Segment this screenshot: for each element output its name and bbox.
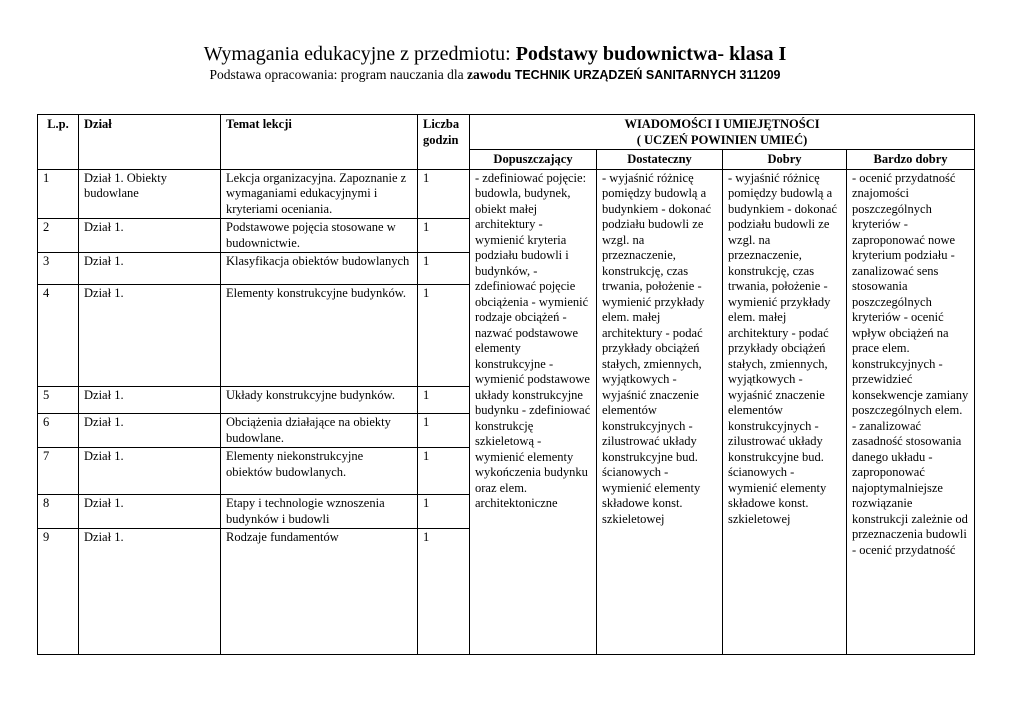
cell-temat: Obciążenia działające na obiekty budowlane. <box>221 414 418 448</box>
cell-godziny: 1 <box>418 253 470 285</box>
cell-temat: Klasyfikacja obiektów budowlanych <box>221 253 418 285</box>
header-lp: L.p. <box>38 115 79 170</box>
subtitle-prefix: Podstawa opracowania: program nauczania dla <box>209 67 468 82</box>
cell-dzial: Dział 1. <box>79 387 221 414</box>
cell-lp: 3 <box>38 253 79 285</box>
cell-lp: 4 <box>38 285 79 387</box>
subtitle-dla: zawodu <box>467 67 512 82</box>
cell-lp: 5 <box>38 387 79 414</box>
header-dostateczny: Dostateczny <box>597 150 723 170</box>
cell-dostateczny: - wyjaśnić różnicę pomiędzy budowlą a budynkiem - dokonać podziału budowli ze wzgl. na przeznaczenie, konstrukcję, czas trwania, położenie - wymienić przykłady elem. małej architektury - podać przykłady obciążeń stałych, zmiennych, wyjątkowych - wyjaśnić znaczenie elementów konstrukcyjnych - zilustrować układy konstrukcyjne bud. ścianowych - wymienić elementy składowe konst. szkieletowej <box>597 169 723 655</box>
header-wiadomosci-group <box>470 115 975 150</box>
cell-temat: Podstawowe pojęcia stosowane w budownictwie. <box>221 219 418 253</box>
cell-dzial: Dział 1. <box>79 414 221 448</box>
header-dzial: Dział <box>79 115 221 170</box>
cell-godziny: 1 <box>418 495 470 529</box>
cell-dzial: Dział 1. <box>79 529 221 655</box>
header-group-line2: ( UCZEŃ POWINIEN UMIEĆ) <box>636 132 808 147</box>
cell-temat: Lekcja organizacyjna. Zapoznanie z wymaganiami edukacyjnymi i kryteriami oceniania. <box>221 169 418 219</box>
cell-dzial: Dział 1. <box>79 285 221 387</box>
page-title <box>0 42 990 66</box>
table-row <box>38 169 975 219</box>
title-subject: Podstawy budownictwa- klasa I <box>515 43 787 65</box>
cell-godziny: 1 <box>418 285 470 387</box>
cell-temat: Układy konstrukcyjne budynków. <box>221 387 418 414</box>
cell-godziny: 1 <box>418 169 470 219</box>
cell-lp: 8 <box>38 495 79 529</box>
cell-lp: 9 <box>38 529 79 655</box>
cell-godziny: 1 <box>418 414 470 448</box>
header-row-top <box>38 115 975 150</box>
title-prefix: Wymagania edukacyjne z przedmiotu: <box>203 43 516 65</box>
header-liczba-godzin: Liczba godzin <box>418 115 470 170</box>
requirements-table <box>37 114 975 655</box>
cell-dzial: Dział 1. <box>79 448 221 495</box>
cell-godziny: 1 <box>418 448 470 495</box>
cell-dzial: Dział 1. <box>79 495 221 529</box>
cell-temat: Elementy niekonstrukcyjne obiektów budowlanych. <box>221 448 418 495</box>
cell-dzial: Dział 1. <box>79 219 221 253</box>
cell-lp: 1 <box>38 169 79 219</box>
header-temat: Temat lekcji <box>221 115 418 170</box>
cell-dzial: Dział 1. <box>79 253 221 285</box>
page-subtitle <box>0 66 990 84</box>
cell-dzial: Dział 1. Obiekty budowlane <box>79 169 221 219</box>
cell-temat: Elementy konstrukcyjne budynków. <box>221 285 418 387</box>
header-bardzo-dobry: Bardzo dobry <box>847 150 975 170</box>
subtitle-profession: TECHNIK URZĄDZEŃ SANITARNYCH 311209 <box>514 68 781 82</box>
header-dopuszczajacy: Dopuszczający <box>470 150 597 170</box>
cell-godziny: 1 <box>418 387 470 414</box>
cell-dobry: - wyjaśnić różnicę pomiędzy budowlą a budynkiem - dokonać podziału budowli ze wzgl. na przeznaczenie, konstrukcję, czas trwania, położenie - wymienić przykłady elem. małej architektury - podać przykłady obciążeń stałych, zmiennych, wyjątkowych - wyjaśnić znaczenie elementów konstrukcyjnych - zilustrować układy konstrukcyjne bud. ścianowych - wymienić elementy składowe konst. szkieletowej <box>723 169 847 655</box>
cell-temat: Etapy i technologie wznoszenia budynków i budowli <box>221 495 418 529</box>
cell-lp: 7 <box>38 448 79 495</box>
cell-dopuszczajacy: - zdefiniować pojęcie: budowla, budynek, obiekt małej architektury - wymienić kryteria podziału budowli i budynków, - zdefiniować pojęcie obciążenia - wymienić rodzaje obciążeń - nazwać podstawowe elementy konstrukcyjne - wymienić podstawowe układy konstrukcyjne budynku - zdefiniować konstrukcję szkieletową - wymienić elementy wykończenia budynku oraz elem. architektoniczne <box>470 169 597 655</box>
cell-lp: 2 <box>38 219 79 253</box>
header-group-line1: WIADOMOŚCI I UMIEJĘTNOŚCI <box>624 117 820 131</box>
cell-lp: 6 <box>38 414 79 448</box>
cell-temat: Rodzaje fundamentów <box>221 529 418 655</box>
header-dobry: Dobry <box>723 150 847 170</box>
cell-godziny: 1 <box>418 219 470 253</box>
cell-godziny: 1 <box>418 529 470 655</box>
cell-bardzo-dobry: - ocenić przydatność znajomości poszczególnych kryteriów - zaproponować nowe kryterium podziału - zanalizować sens stosowania poszczególnych kryteriów - ocenić wpływ obciążeń na prace elem. konstrukcyjnych - przewidzieć konsekwencje zamiany poszczególnych elem. - zanalizować zasadność stosowania danego układu - zaproponować najoptymalniejsze rozwiązanie konstrukcji zależnie od przeznaczenia budowli - ocenić przydatność <box>847 169 975 655</box>
